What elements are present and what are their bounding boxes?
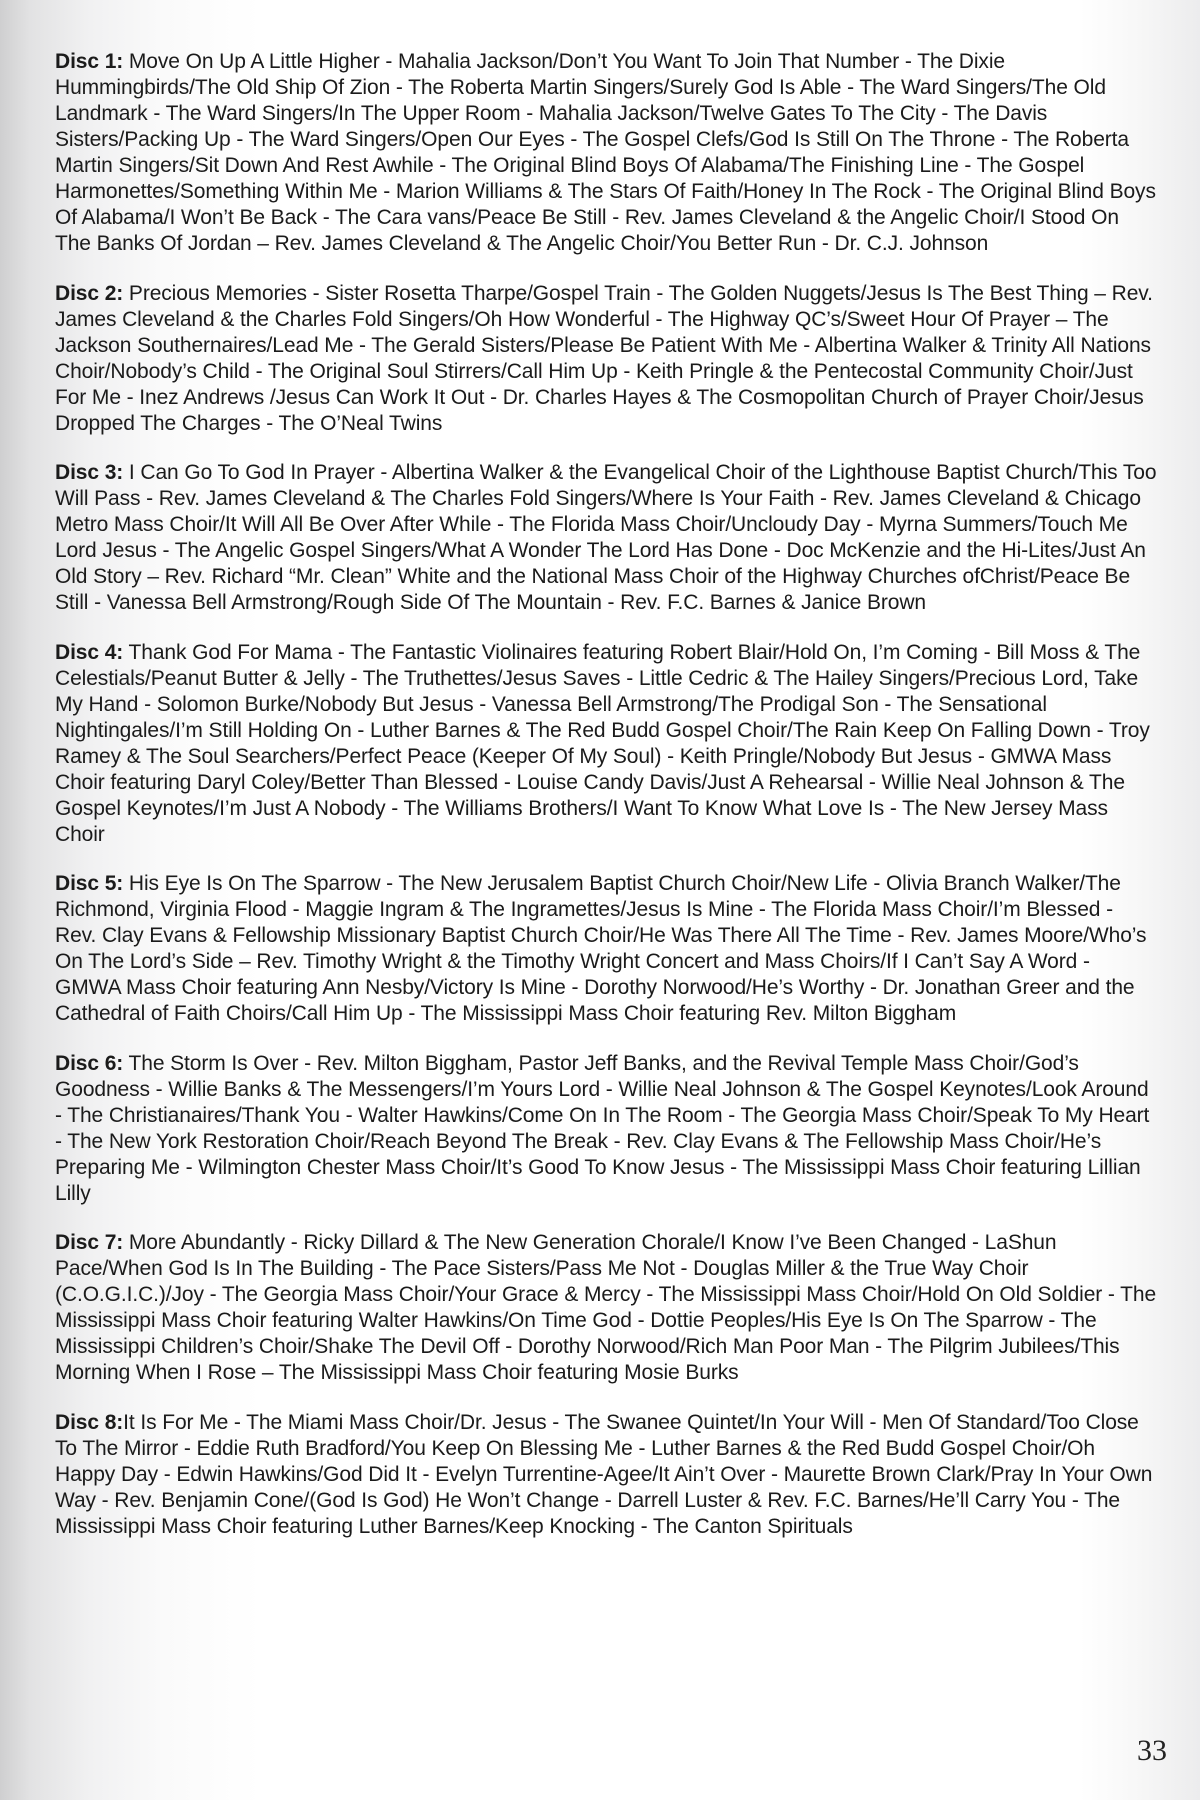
disc-2-entry [55,281,1158,437]
disc-5-label: Disc 5: [55,872,124,895]
disc-7-label: Disc 7: [55,1231,124,1254]
disc-8-tracks: It Is For Me - The Miami Mass Choir/Dr. Jesus - The Swanee Quintet/In Your Will - Men Of Standard/Too Close To The Mirror - Eddie Ruth Bradford/You Keep On Blessing Me - Luther Barnes & the Red Budd Gospel Choir/Oh Happy Day - Edwin Hawkins/God Did It - Evelyn Turrentine-Agee/It Ain’t Over - Maurette Brown Clark/Pray In Your Own Way - Rev. Benjamin Cone/(God Is God) He Won’t Change - Darrell Luster & Rev. F.C. Barnes/He’ll Carry You - The Mississippi Mass Choir featuring Luther Barnes/Keep Knocking - The Canton Spirituals [55,1410,1153,1538]
disc-1-paragraph [55,49,1158,257]
disc-3-tracks: I Can Go To God In Prayer - Albertina Walker & the Evangelical Choir of the Lighthouse Baptist Church/This Too Will Pass - Rev. James Cleveland & The Charles Fold Singers/Where Is Your Faith - Rev. James Cleveland & Chicago Metro Mass Choir/It Will All Be Over After While - The Florida Mass Choir/Uncloudy Day - Myrna Summers/Touch Me Lord Jesus - The Angelic Gospel Singers/What A Wonder The Lord Has Done - Doc McKenzie and the Hi-Lites/Just An Old Story – Rev. Richard “Mr. Clean” White and the National Mass Choir of the Highway Churches ofChrist/Peace Be Still - Vanessa Bell Armstrong/Rough Side Of The Mountain - Rev. F.C. Barnes & Janice Brown [55,461,1157,614]
disc-1-label: Disc 1: [55,50,124,73]
disc-4-tracks: Thank God For Mama - The Fantastic Violinaires featuring Robert Blair/Hold On, I’m Coming - Bill Moss & The Celestials/Peanut Butter & Jelly - The Truthettes/Jesus Saves - Little Cedric & The Hailey Singers/Precious Lord, Take My Hand - Solomon Burke/Nobody But Jesus - Vanessa Bell Armstrong/The Prodigal Son - The Sensational Nightingales/I’m Still Holding On - Luther Barnes & The Red Budd Gospel Choir/The Rain Keep On Falling Down - Troy Ramey & The Soul Searchers/Perfect Peace (Keeper Of My Soul) - Keith Pringle/Nobody But Jesus - GMWA Mass Choir featuring Daryl Coley/Better Than Blessed - Louise Candy Davis/Just A Rehearsal - Willie Neal Johnson & The Gospel Keynotes/I’m Just A Nobody - The Williams Brothers/I Want To Know What Love Is - The New Jersey Mass Choir [55,640,1150,846]
disc-7-entry [55,1230,1158,1386]
disc-5-paragraph [55,871,1158,1027]
disc-6-tracks: The Storm Is Over - Rev. Milton Biggham, Pastor Jeff Banks, and the Revival Temple Mass Choir/God’s Goodness - Willie Banks & The Messengers/I’m Yours Lord - Willie Neal Johnson & The Gospel Keynotes/Look Around - The Christianaires/Thank You - Walter Hawkins/Come On In The Room - The Georgia Mass Choir/Speak To My Heart - The New York Restoration Choir/Reach Beyond The Break - Rev. Clay Evans & The Fellowship Mass Choir/He’s Preparing Me - Wilmington Chester Mass Choir/It’s Good To Know Jesus - The Mississippi Mass Choir featuring Lillian Lilly [55,1051,1150,1205]
disc-6-label: Disc 6: [55,1051,124,1075]
disc-7-paragraph [55,1230,1158,1386]
disc-8-entry [55,1410,1158,1540]
disc-3-label: Disc 3: [55,461,124,484]
disc-4-paragraph [55,640,1158,848]
disc-4-entry [55,640,1158,848]
disc-8-label: Disc 8: [55,1410,124,1434]
disc-3-entry [55,460,1158,616]
disc-6-paragraph [55,1051,1158,1207]
disc-2-label: Disc 2: [55,281,124,305]
disc-3-paragraph [55,460,1158,616]
disc-2-tracks: Precious Memories - Sister Rosetta Tharpe/Gospel Train - The Golden Nuggets/Jesus Is The Best Thing – Rev. James Cleveland & the Charles Fold Singers/Oh How Wonderful - The Highway QC’s/Sweet Hour Of Prayer – The Jackson Southernaires/Lead Me - The Gerald Sisters/Please Be Patient With Me - Albertina Walker & Trinity All Nations Choir/Nobody’s Child - The Original Soul Stirrers/Call Him Up - Keith Pringle & the Pentecostal Community Choir/Just For Me - Inez Andrews /Jesus Can Work It Out - Dr. Charles Hayes & The Cosmopolitan Church of Prayer Choir/Jesus Dropped The Charges - The O’Neal Twins [55,281,1153,435]
disc-1-tracks: Move On Up A Little Higher - Mahalia Jackson/Don’t You Want To Join That Number - The Dixie Hummingbirds/The Old Ship Of Zion - The Roberta Martin Singers/Surely God Is Able - The Ward Singers/The Old Landmark - The Ward Singers/In The Upper Room - Mahalia Jackson/Twelve Gates To The City - The Davis Sisters/Packing Up - The Ward Singers/Open Our Eyes - The Gospel Clefs/God Is Still On The Throne - The Roberta Martin Singers/Sit Down And Rest Awhile - The Original Blind Boys Of Alabama/The Finishing Line - The Gospel Harmonettes/Something Within Me - Marion Williams & The Stars Of Faith/Honey In The Rock - The Original Blind Boys Of Alabama/I Won’t Be Back - The Cara vans/Peace Be Still - Rev. James Cleveland & the Angelic Choir/I Stood On The Banks Of Jordan – Rev. James Cleveland & The Angelic Choir/You Better Run - Dr. C.J. Johnson [55,50,1156,255]
disc-7-tracks: More Abundantly - Ricky Dillard & The New Generation Chorale/I Know I’ve Been Changed - LaShun Pace/When God Is In The Building - The Pace Sisters/Pass Me Not - Douglas Miller & the True Way Choir (C.O.G.I.C.)/Joy - The Georgia Mass Choir/Your Grace & Mercy - The Mississippi Mass Choir/Hold On Old Soldier - The Mississippi Mass Choir featuring Walter Hawkins/On Time God - Dottie Peoples/His Eye Is On The Sparrow - The Mississippi Children’s Choir/Shake The Devil Off - Dorothy Norwood/Rich Man Poor Man - The Pilgrim Jubilees/This Morning When I Rose – The Mississippi Mass Choir featuring Mosie Burks [55,1231,1157,1384]
disc-1-entry [55,49,1158,257]
page-number: 33 [1137,1734,1167,1767]
disc-5-tracks: His Eye Is On The Sparrow - The New Jerusalem Baptist Church Choir/New Life - Olivia Branch Walker/The Richmond, Virginia Flood - Maggie Ingram & The Ingramettes/Jesus Is Mine - The Florida Mass Choir/I’m Blessed - Rev. Clay Evans & Fellowship Missionary Baptist Church Choir/He Was There All The Time - Rev. James Moore/Who’s On The Lord’s Side – Rev. Timothy Wright & the Timothy Wright Concert and Mass Choirs/If I Can’t Say A Word - GMWA Mass Choir featuring Ann Nesby/Victory Is Mine - Dorothy Norwood/He’s Worthy - Dr. Jonathan Greer and the Cathedral of Faith Choirs/Call Him Up - The Mississippi Mass Choir featuring Rev. Milton Biggham [55,872,1147,1025]
disc-8-paragraph [55,1410,1158,1540]
disc-4-label: Disc 4: [55,640,124,664]
disc-2-paragraph [55,281,1158,437]
disc-6-entry [55,1051,1158,1207]
disc-5-entry [55,871,1158,1027]
tracklist [55,49,1158,1563]
